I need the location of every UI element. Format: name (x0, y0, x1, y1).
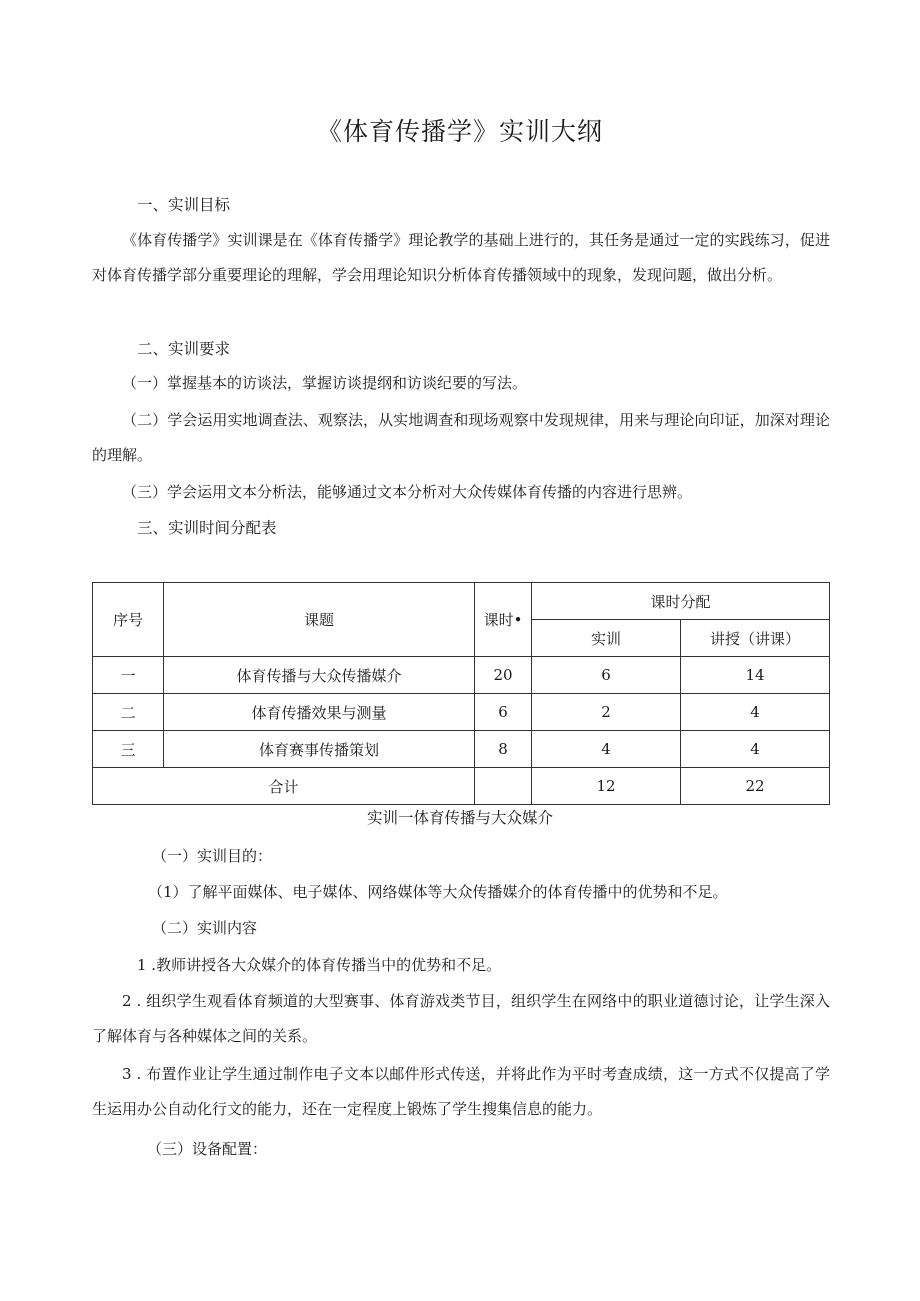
cell-practice: 4 (532, 731, 681, 768)
cell-topic: 体育传播与大众传播媒介 (164, 657, 475, 694)
header-allocation: 课时分配 (532, 583, 830, 620)
requirement-item-3: （三）学会运用文本分析法，能够通过文本分析对大众传媒体育传播的内容进行思辨。 (122, 483, 693, 501)
training1-purpose-item: （1）了解平面媒体、电子媒体、网络媒体等大众传播媒介的体育传播中的优势和不足。 (148, 883, 728, 901)
cell-lecture: 4 (681, 694, 830, 731)
total-hours (475, 768, 532, 805)
section-body-goals: 《体育传播学》实训课是在《体育传播学》理论教学的基础上进行的，其任务是通过一定的实践练习，促进对体育传播学部分重要理论的理解，学会用理论知识分析体育传播领域中的现象，发现问题，做出分析。 (92, 231, 830, 284)
cell-hours: 8 (475, 731, 532, 768)
header-lecture: 讲授（讲课） (681, 620, 830, 657)
total-label: 合计 (93, 768, 475, 805)
training1-item-3: 3 . 布置作业让学生通过制作电子文本以邮件形式传送，并将此作为平时考查成绩，这一方式不仅提高了学生运用办公自动化行文的能力，还在一定程度上锻炼了学生搜集信息的能力。 (92, 1065, 830, 1118)
training1-equipment-heading: （三）设备配置： (147, 1140, 268, 1158)
requirement-item-2: （二）学会运用实地调查法、观察法，从实地调查和现场观察中发现规律，用来与理论向印证，加深对理论的理解。 (92, 411, 830, 464)
cell-practice: 6 (532, 657, 681, 694)
total-lecture: 22 (681, 768, 830, 805)
cell-index: 一 (93, 657, 164, 694)
cell-topic: 体育传播效果与测量 (164, 694, 475, 731)
table-row (93, 657, 830, 694)
table-row (93, 694, 830, 731)
section-heading-allocation: 三、实训时间分配表 (137, 519, 277, 537)
header-practice: 实训 (532, 620, 681, 657)
time-allocation-table (92, 582, 830, 805)
table-row (93, 731, 830, 768)
training1-item-1: 1 .教师讲授各大众媒介的体育传播当中的优势和不足。 (137, 956, 502, 974)
cell-index: 二 (93, 694, 164, 731)
section-heading-goals: 一、实训目标 (137, 196, 231, 214)
total-practice: 12 (532, 768, 681, 805)
cell-practice: 2 (532, 694, 681, 731)
table-total-row (93, 768, 830, 805)
section-heading-requirements: 二、实训要求 (137, 340, 231, 358)
cell-hours: 20 (475, 657, 532, 694)
cell-index: 三 (93, 731, 164, 768)
training1-content-heading: （二）实训内容 (152, 919, 258, 937)
cell-topic: 体育赛事传播策划 (164, 731, 475, 768)
cell-lecture: 4 (681, 731, 830, 768)
header-topic: 课题 (164, 583, 475, 657)
requirement-item-1: （一）掌握基本的访谈法，掌握访谈提纲和访谈纪要的写法。 (122, 374, 528, 392)
header-hours: 课时• (475, 583, 532, 657)
cell-lecture: 14 (681, 657, 830, 694)
table-header-row (93, 583, 830, 620)
training1-purpose-heading: （一）实训目的： (152, 847, 273, 865)
training1-title: 实训一体育传播与大众媒介 (366, 809, 553, 827)
document-title: 《体育传播学》实训大纲 (316, 117, 603, 146)
cell-hours: 6 (475, 694, 532, 731)
header-index: 序号 (93, 583, 164, 657)
training1-item-2: 2 . 组织学生观看体育频道的大型赛事、体育游戏类节目，组织学生在网络中的职业道德讨论，让学生深入了解体育与各种媒体之间的关系。 (92, 992, 830, 1045)
